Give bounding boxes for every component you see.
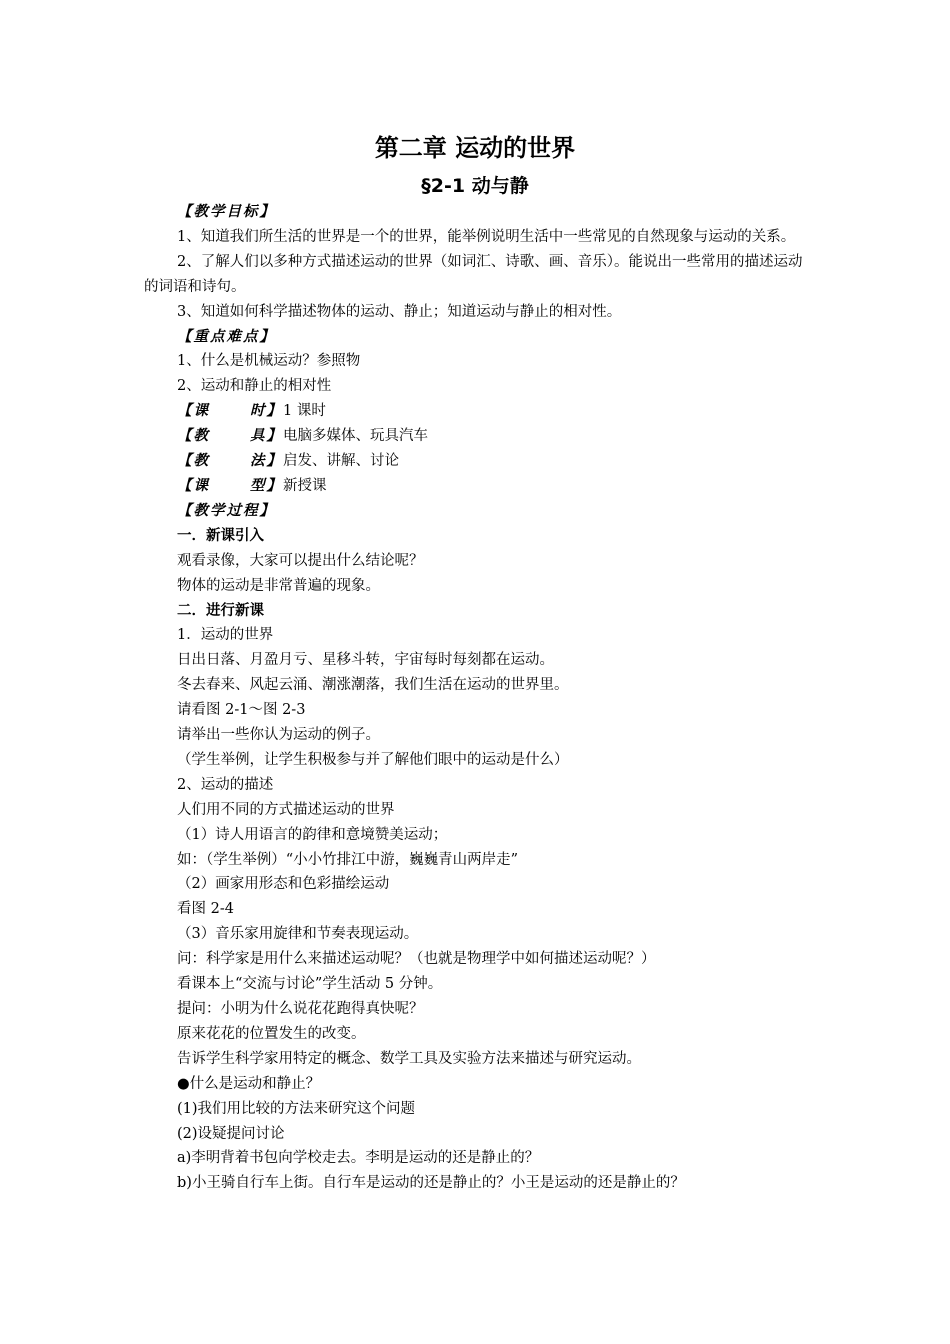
key-points-heading: 【重点难点】 bbox=[177, 327, 276, 345]
body-line: 问：科学家是用什么来描述运动呢？（也就是物理学中如何描述运动呢？） bbox=[177, 951, 656, 968]
meta-label-start: 【课 bbox=[177, 476, 210, 494]
body-line: b)小王骑自行车上街。自行车是运动的还是静止的？小王是运动的还是静止的？ bbox=[177, 1175, 685, 1192]
meta-label-start: 【课 bbox=[177, 402, 210, 420]
goals-heading: 【教学目标】 bbox=[177, 203, 276, 220]
goal-item: 3、知道如何科学描述物体的运动、静止；知道运动与静止的相对性。 bbox=[177, 303, 622, 320]
body-line: ●什么是运动和静止？ bbox=[177, 1075, 321, 1092]
meta-label-start: 【教 bbox=[177, 427, 210, 445]
body-line: （1）诗人用语言的韵律和意境赞美运动； bbox=[177, 826, 448, 843]
body-line: 请看图 2-1～图 2-3 bbox=[177, 702, 306, 719]
body-line: （3）音乐家用旋律和节奏表现运动。 bbox=[177, 926, 419, 943]
body-line: 原来花花的位置发生的改变。 bbox=[177, 1025, 366, 1042]
meta-label-end: 型】 bbox=[250, 476, 283, 494]
meta-label-end: 具】 bbox=[250, 427, 283, 445]
body-line: 物体的运动是非常普遍的现象。 bbox=[177, 577, 380, 594]
meta-value: 电脑多媒体、玩具汽车 bbox=[283, 428, 428, 445]
meta-label-end: 法】 bbox=[250, 452, 283, 470]
body-line: 冬去春来、风起云涌、潮涨潮落，我们生活在运动的世界里。 bbox=[177, 677, 569, 694]
body-line: 看图 2-4 bbox=[177, 901, 234, 918]
body-line: (2)设疑提问讨论 bbox=[177, 1125, 285, 1142]
meta-value: 启发、讲解、讨论 bbox=[283, 453, 399, 470]
body-line: （学生举例，让学生积极参与并了解他们眼中的运动是什么） bbox=[177, 751, 569, 768]
meta-row-method bbox=[144, 449, 810, 474]
body-line: 看课本上“交流与讨论”学生活动 5 分钟。 bbox=[177, 976, 443, 993]
goal-item: 2、了解人们以多种方式描述运动的世界（如词汇、诗歌、画、音乐）。能说出一些常用的描述运动的词语和诗句。 bbox=[144, 253, 803, 295]
process-heading: 【教学过程】 bbox=[177, 501, 276, 519]
body-line: 1．运动的世界 bbox=[177, 627, 274, 644]
body-line: 如：（学生举例）“小小竹排江中游，巍巍青山两岸走” bbox=[177, 851, 519, 868]
section2-heading: 二．进行新课 bbox=[177, 602, 264, 619]
meta-row-tools bbox=[144, 424, 810, 449]
meta-value: 新授课 bbox=[283, 477, 327, 494]
body-line: 告诉学生科学家用特定的概念、数学工具及实验方法来描述与研究运动。 bbox=[177, 1050, 641, 1067]
body-line: 观看录像，大家可以提出什么结论呢？ bbox=[177, 552, 424, 569]
section-title: §2-1 动与静 bbox=[421, 175, 529, 197]
meta-label-start: 【教 bbox=[177, 452, 210, 470]
body-line: 2、运动的描述 bbox=[177, 776, 274, 793]
key-point-item: 2、运动和静止的相对性 bbox=[177, 378, 332, 395]
chapter-title: 第二章 运动的世界 bbox=[374, 134, 576, 162]
body-line: 日出日落、月盈月亏、星移斗转，宇宙每时每刻都在运动。 bbox=[177, 652, 554, 669]
body-line: 请举出一些你认为运动的例子。 bbox=[177, 727, 380, 744]
body-line: （2）画家用形态和色彩描绘运动 bbox=[177, 876, 390, 893]
body-line: 人们用不同的方式描述运动的世界 bbox=[177, 801, 395, 818]
meta-row-type bbox=[144, 474, 810, 499]
key-point-item: 1、什么是机械运动？参照物 bbox=[177, 353, 361, 370]
body-line: (1)我们用比较的方法来研究这个问题 bbox=[177, 1100, 416, 1117]
body-line: 提问：小明为什么说花花跑得真快呢？ bbox=[177, 1001, 424, 1017]
meta-label-end: 时】 bbox=[250, 402, 283, 420]
goal-item: 1、知道我们所生活的世界是一个的世界，能举例说明生活中一些常见的自然现象与运动的关系。 bbox=[177, 228, 796, 245]
meta-row-period bbox=[144, 399, 810, 424]
body-line: a)李明背着书包向学校走去。李明是运动的还是静止的？ bbox=[177, 1150, 540, 1167]
document-body bbox=[144, 200, 810, 1196]
section1-heading: 一．新课引入 bbox=[177, 527, 264, 544]
meta-value: 1 课时 bbox=[283, 403, 326, 420]
